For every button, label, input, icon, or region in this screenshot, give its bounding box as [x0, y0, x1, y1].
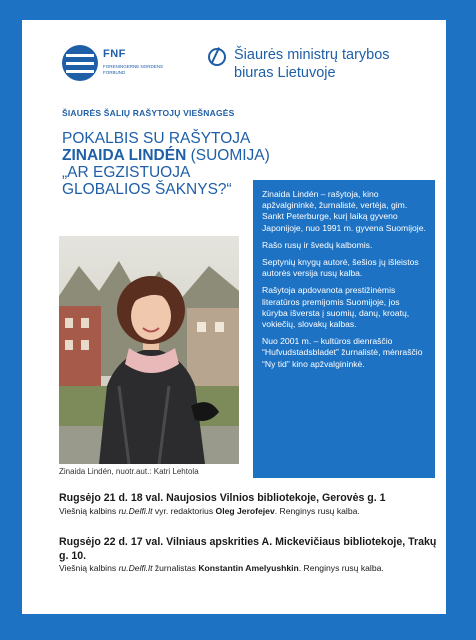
author-bio-box	[253, 180, 435, 478]
bio-paragraph: Nuo 2001 m. – kultūros dienraščio “Hufvudstadsbladet” žurnalistė, mėnraščio “Ny tid” kino apžvalgininkė.	[262, 336, 423, 369]
event-desc-text: . Renginys rusų kalba.	[298, 563, 384, 573]
title-line1: POKALBIS SU RAŠYTOJA	[62, 130, 251, 147]
globe-icon	[62, 45, 98, 81]
event-desc-person: Oleg Jerofejev	[215, 505, 275, 516]
event-desc-text: vyr. redaktorius	[152, 505, 216, 516]
bio-paragraph: Rašo rusų ir švedų kalbomis.	[262, 239, 373, 250]
fnf-logo	[62, 42, 182, 86]
event-1-description	[59, 506, 439, 517]
event-desc-site: ru.Delfi.lt	[118, 563, 153, 573]
fnf-logo-subtitle: FORENINGERNE NORDENS FORBUND	[103, 64, 164, 75]
series-heading: ŠIAURĖS ŠALIŲ RAŠYTOJŲ VIEŠNAGĖS	[62, 108, 235, 118]
bio-paragraph: Septynių knygų autorė, šešios jų išleistos autorės versija rusų kalba.	[262, 257, 419, 279]
event-2	[59, 536, 439, 574]
nordic-council-name	[234, 46, 390, 82]
nordic-council-line1: Šiaurės ministrų tarybos	[234, 47, 390, 63]
bio-paragraph: Rašytoja apdovanota prestižinėmis literatūros premijomis Suomijoje, jos kūryba išversta į suomių, danų, kroatų, vokiečių, slovakų kalbas.	[262, 285, 410, 330]
author-country: (SUOMIJA)	[186, 147, 270, 164]
event-desc-text: žurnalistas	[152, 563, 199, 573]
event-desc-text: Viešnią kalbins	[59, 505, 119, 516]
title-line3: „AR EGZISTUOJA	[62, 164, 191, 181]
poster-page	[22, 20, 446, 614]
title-line4: GLOBALIOS ŠAKNYS?“	[62, 181, 232, 198]
event-desc-text: Viešnią kalbins	[59, 563, 119, 573]
event-1-title: Rugsėjo 21 d. 18 val. Naujosios Vilnios bibliotekoje, Gerovės g. 1	[59, 492, 386, 504]
event-desc-person: Konstantin Amelyushkin	[198, 563, 299, 573]
nordic-council-line2: biuras Lietuvoje	[234, 65, 336, 81]
event-desc-site: ru.Delfi.lt	[118, 505, 153, 516]
event-desc-text: . Renginys rusų kalba.	[274, 505, 360, 516]
nordic-council-logo	[208, 46, 438, 90]
title-line2	[62, 147, 362, 164]
fnf-logo-name: FNF	[103, 48, 126, 60]
bio-paragraph: Zinaida Lindén – rašytoja, kino apžvalgininkė, žurnalistė, vertėja, gim. Sankt Peterburge, kurį laiką gyveno Japonijoje, nuo 1991 m. gyvena Suomijoje.	[262, 189, 426, 233]
event-2-title: Rugsėjo 22 d. 17 val. Vilniaus apskrities A. Mickevičiaus bibliotekoje, Trakų g. 10.	[59, 536, 437, 562]
swan-icon	[208, 48, 226, 66]
event-2-description	[59, 563, 439, 574]
photo-caption: Zinaida Lindén, nuotr.aut.: Katri Lehtola	[59, 467, 199, 476]
event-1	[59, 492, 439, 517]
author-photo	[59, 236, 239, 464]
author-name: ZINAIDA LINDÉN	[62, 147, 187, 164]
author-portrait-image	[59, 236, 239, 464]
